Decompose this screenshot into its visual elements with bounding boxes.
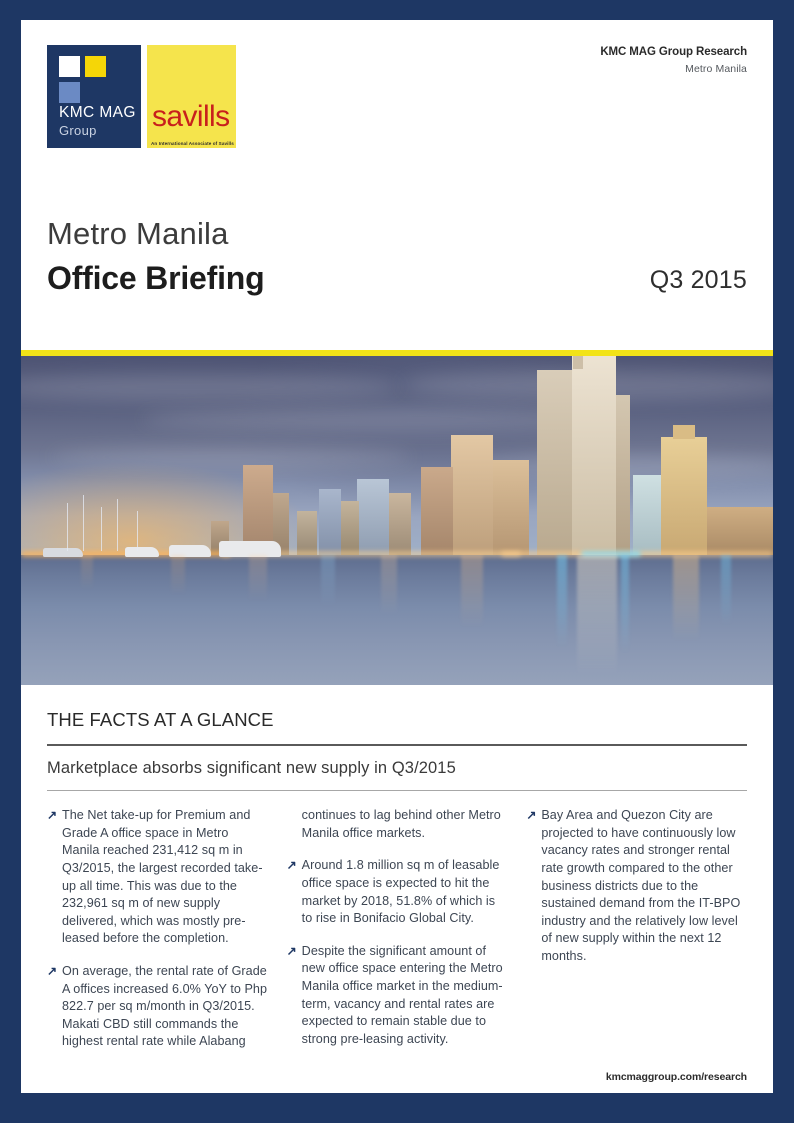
sail-mast (83, 495, 84, 551)
sail-mast (67, 503, 68, 551)
savills-tagline: An International Associate of Savills (151, 141, 234, 146)
footer-website-link[interactable]: kmcmaggroup.com/research (605, 1071, 747, 1083)
tower-left-c (297, 511, 317, 555)
reflection-cyan-a (557, 555, 567, 647)
logo-square-white (59, 56, 80, 77)
list-item-continuation: continues to lag behind other Metro Manila office markets. (301, 808, 501, 840)
page-sheet (21, 20, 773, 1093)
facts-at-a-glance-section (21, 685, 773, 1066)
sail-mast (117, 499, 118, 551)
reflection-cyan-b (621, 555, 629, 653)
list-item-text: Around 1.8 million sq m of leasable office space is expected to hit the market by 2018, 51.8% of which is to rise in Bonifacio Global City. (301, 858, 500, 926)
manila-bay-skyline-photo (21, 356, 773, 685)
tower-mid-d (357, 479, 389, 555)
tower-tallest-wing (616, 395, 630, 555)
boat-far-left (43, 548, 83, 557)
reflection-mid-b (381, 555, 397, 615)
research-publisher: KMC MAG Group Research (600, 46, 747, 58)
document-period: Q3 2015 (649, 266, 747, 294)
savills-wordmark: savills (152, 100, 230, 133)
list-item (287, 857, 508, 927)
arrow-up-right-icon: ↗ (47, 963, 58, 978)
reflection-mid-c (321, 555, 335, 607)
tower-mid-b (493, 460, 529, 555)
facts-heading: THE FACTS AT A GLANCE (47, 709, 274, 730)
list-item (526, 807, 747, 965)
research-header (600, 46, 747, 75)
facts-column-3 (526, 807, 747, 1066)
reflection-left-b (171, 555, 185, 595)
tower-mid-f (319, 489, 341, 555)
reflection-mid-a (461, 555, 483, 627)
logo-square-blue (59, 82, 80, 103)
tower-mid-e (389, 493, 411, 555)
facts-column-2 (287, 807, 508, 1066)
sail-mast (137, 511, 138, 551)
tower-mid-c (421, 467, 453, 555)
heading-divider (47, 744, 747, 746)
list-item (47, 963, 268, 1051)
document-pretitle: Metro Manila (47, 216, 229, 251)
list-item (47, 807, 268, 948)
reflection-gold-right (673, 555, 699, 641)
tower-right-gold (661, 437, 707, 555)
cloud-band (51, 448, 411, 466)
research-region: Metro Manila (685, 63, 747, 75)
tower-tallest (572, 356, 616, 555)
list-item (287, 943, 508, 1049)
arrow-up-right-icon: ↗ (526, 808, 537, 823)
list-item-text: The Net take-up for Premium and Grade A office space in Metro Manila reached 231,412 sq m in Q3/2015, the largest recorded take-up all time. This was due to the 232,961 sq m of new supply delivered, which was mostly pre-leased before the completion. (62, 808, 263, 946)
sail-mast (101, 507, 102, 551)
savills-logo (147, 45, 236, 148)
tower-mid-a (451, 435, 493, 555)
tower-mid-g (341, 501, 359, 555)
kmc-mag-logo (47, 45, 141, 148)
hero-image-block (21, 350, 773, 685)
logo-lockup (47, 45, 236, 148)
page-title: Office Briefing (47, 260, 265, 296)
masthead (21, 20, 773, 198)
logo-square-yellow (85, 56, 106, 77)
list-item-text: Despite the significant amount of new office space entering the Metro Manila office market in the medium-term, vacancy and rental rates are expected to remain stable due to strong pre-leasing activity. (301, 943, 503, 1046)
yacht-small (125, 547, 159, 557)
subheading-divider (47, 790, 747, 792)
title-block (21, 198, 773, 350)
kmc-logo-name: KMC MAG (59, 104, 136, 121)
reflection-cyan-c (721, 555, 731, 625)
list-item-text: On average, the rental rate of Grade A offices increased 6.0% YoY to Php 822.7 per sq m/month in Q3/2015. Makati CBD still commands the highest rental rate while Alabang (62, 963, 268, 1049)
tower-right-cap (673, 425, 695, 439)
tower-tall-left (537, 370, 572, 555)
arrow-up-right-icon: ↗ (47, 808, 58, 823)
water-surface (21, 555, 773, 685)
tower-right-pale (633, 475, 661, 555)
reflection-left-c (81, 555, 93, 589)
arrow-up-right-icon: ↗ (286, 858, 297, 873)
reflection-tallest (577, 555, 617, 675)
facts-column-1 (47, 807, 268, 1066)
reflection-left-a (249, 555, 267, 601)
facts-columns (47, 807, 747, 1066)
list-item-text: Bay Area and Quezon City are projected to have continuously low vacancy rates and stronger rental rate growth compared to the other business districts due to the sustained demand from the IT-BPO industry and the relatively low level of new supply within the next 12 months. (541, 808, 741, 963)
tower-spire (573, 356, 583, 369)
kmc-logo-subname: Group (59, 123, 97, 138)
waterfront-building (707, 507, 773, 555)
arrow-up-right-icon: ↗ (286, 943, 297, 958)
facts-subheading: Marketplace absorbs significant new supply in Q3/2015 (47, 758, 456, 777)
